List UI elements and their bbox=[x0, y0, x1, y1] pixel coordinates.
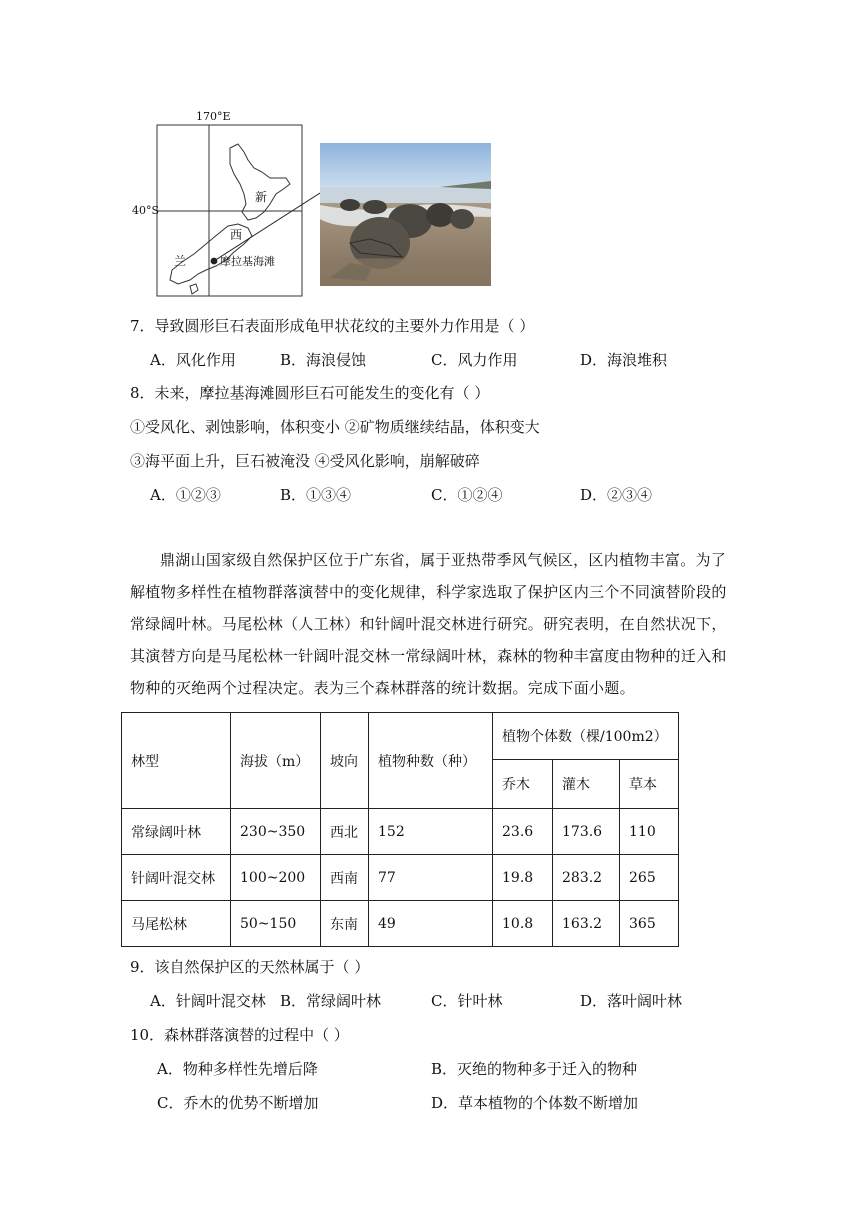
question-10-option-d[interactable]: D．草本植物的个体数不断增加 bbox=[431, 1094, 639, 1112]
question-8-option-a[interactable]: A．①②③ bbox=[150, 486, 221, 504]
question-7-option-d[interactable]: D．海浪堆积 bbox=[580, 351, 668, 369]
boulder bbox=[426, 203, 454, 227]
photo-sky bbox=[320, 143, 491, 191]
cell-shrub: 173.6 bbox=[553, 809, 620, 855]
question-8-statements-1: ①受风化、剥蚀影响，体积变小 ②矿物质继续结晶，体积变大 bbox=[130, 418, 540, 436]
map-label-xin: 新 bbox=[255, 190, 268, 204]
reading-passage bbox=[130, 544, 730, 704]
header-aspect: 坡向 bbox=[321, 713, 369, 809]
cell-altitude: 100~200 bbox=[231, 855, 321, 901]
photo-wet-sand bbox=[320, 258, 491, 286]
longitude-label: 170°E bbox=[196, 110, 231, 123]
question-8-stem: 8．未来，摩拉基海滩圆形巨石可能发生的变化有（ ） bbox=[130, 384, 490, 402]
question-9-option-c[interactable]: C．针叶林 bbox=[431, 992, 503, 1010]
question-9-stem: 9．该自然保护区的天然林属于（ ） bbox=[130, 958, 370, 976]
forest-statistics-table bbox=[121, 712, 679, 947]
cell-aspect: 西南 bbox=[321, 855, 369, 901]
question-7-stem: 7．导致圆形巨石表面形成龟甲状花纹的主要外力作用是（ ） bbox=[130, 317, 535, 335]
header-individuals: 植物个体数（棵/100m2） bbox=[493, 713, 679, 760]
question-8-statements-2: ③海平面上升，巨石被淹没 ④受风化影响，崩解破碎 bbox=[130, 452, 480, 470]
stewart-island-outline bbox=[190, 284, 198, 294]
cell-herb: 365 bbox=[620, 901, 679, 947]
cell-herb: 265 bbox=[620, 855, 679, 901]
question-9-option-d[interactable]: D．落叶阔叶林 bbox=[580, 992, 683, 1010]
table-row bbox=[122, 809, 679, 855]
header-shrub: 灌木 bbox=[553, 760, 620, 809]
cell-tree: 19.8 bbox=[493, 855, 553, 901]
beach-label: 摩拉基海滩 bbox=[220, 255, 275, 268]
question-8-option-c[interactable]: C．①②④ bbox=[431, 486, 503, 504]
header-herb: 草本 bbox=[620, 760, 679, 809]
boulder bbox=[340, 199, 360, 211]
question-10-option-a[interactable]: A．物种多样性先增后降 bbox=[157, 1060, 318, 1078]
boulder bbox=[450, 209, 474, 229]
new-zealand-map bbox=[130, 108, 320, 308]
cell-species: 77 bbox=[369, 855, 493, 901]
cell-shrub: 163.2 bbox=[553, 901, 620, 947]
question-7-option-a[interactable]: A．风化作用 bbox=[150, 351, 236, 369]
header-forest-type: 林型 bbox=[122, 713, 231, 809]
map-label-xi: 西 bbox=[230, 228, 243, 242]
table-row bbox=[122, 901, 679, 947]
latitude-label: 40°S bbox=[132, 204, 160, 217]
cell-altitude: 230~350 bbox=[231, 809, 321, 855]
cell-species: 49 bbox=[369, 901, 493, 947]
cell-tree: 10.8 bbox=[493, 901, 553, 947]
cell-altitude: 50~150 bbox=[231, 901, 321, 947]
north-island-outline bbox=[230, 144, 290, 220]
question-9-option-a[interactable]: A．针阔叶混交林 bbox=[150, 992, 266, 1010]
question-8-option-d[interactable]: D．②③④ bbox=[580, 486, 653, 504]
cell-type: 针阔叶混交林 bbox=[122, 855, 231, 901]
boulder bbox=[363, 200, 387, 214]
cell-tree: 23.6 bbox=[493, 809, 553, 855]
question-10-option-c[interactable]: C．乔木的优势不断增加 bbox=[157, 1094, 319, 1112]
photo-graphic bbox=[320, 143, 491, 286]
question-7-option-c[interactable]: C．风力作用 bbox=[431, 351, 518, 369]
header-altitude: 海拔（m） bbox=[231, 713, 321, 809]
beach-marker bbox=[211, 258, 218, 265]
question-8-option-b[interactable]: B．①③④ bbox=[280, 486, 352, 504]
passage-text: 鼎湖山国家级自然保护区位于广东省，属于亚热带季风气候区，区内植物丰富。为了解植物多样性在植物群落演替中的变化规律，科学家选取了保护区内三个不同演替阶段的常绿阔叶林。马尾松林（人工林）和针阔叶混交林进行研究。研究表明，在自然状况下，其演替方向是马尾松林一针阔叶混交林一常绿阔叶林，森林的物种丰富度由物种的迁入和物种的灭绝两个过程决定。表为三个森林群落的统计数据。完成下面小题。 bbox=[130, 551, 727, 697]
table-row bbox=[122, 855, 679, 901]
map-label-lan: 兰 bbox=[174, 254, 187, 268]
cell-aspect: 东南 bbox=[321, 901, 369, 947]
cell-type: 常绿阔叶林 bbox=[122, 809, 231, 855]
question-10-option-b[interactable]: B．灭绝的物种多于迁入的物种 bbox=[431, 1060, 638, 1078]
header-species-count: 植物种数（种） bbox=[369, 713, 493, 809]
header-tree: 乔木 bbox=[493, 760, 553, 809]
cell-shrub: 283.2 bbox=[553, 855, 620, 901]
cell-herb: 110 bbox=[620, 809, 679, 855]
question-10-stem: 10．森林群落演替的过程中（ ） bbox=[130, 1026, 349, 1044]
question-9-option-b[interactable]: B．常绿阔叶林 bbox=[280, 992, 382, 1010]
cell-aspect: 西北 bbox=[321, 809, 369, 855]
cell-type: 马尾松林 bbox=[122, 901, 231, 947]
cell-species: 152 bbox=[369, 809, 493, 855]
moeraki-boulders-photo bbox=[320, 143, 491, 286]
question-7-option-b[interactable]: B．海浪侵蚀 bbox=[280, 351, 367, 369]
